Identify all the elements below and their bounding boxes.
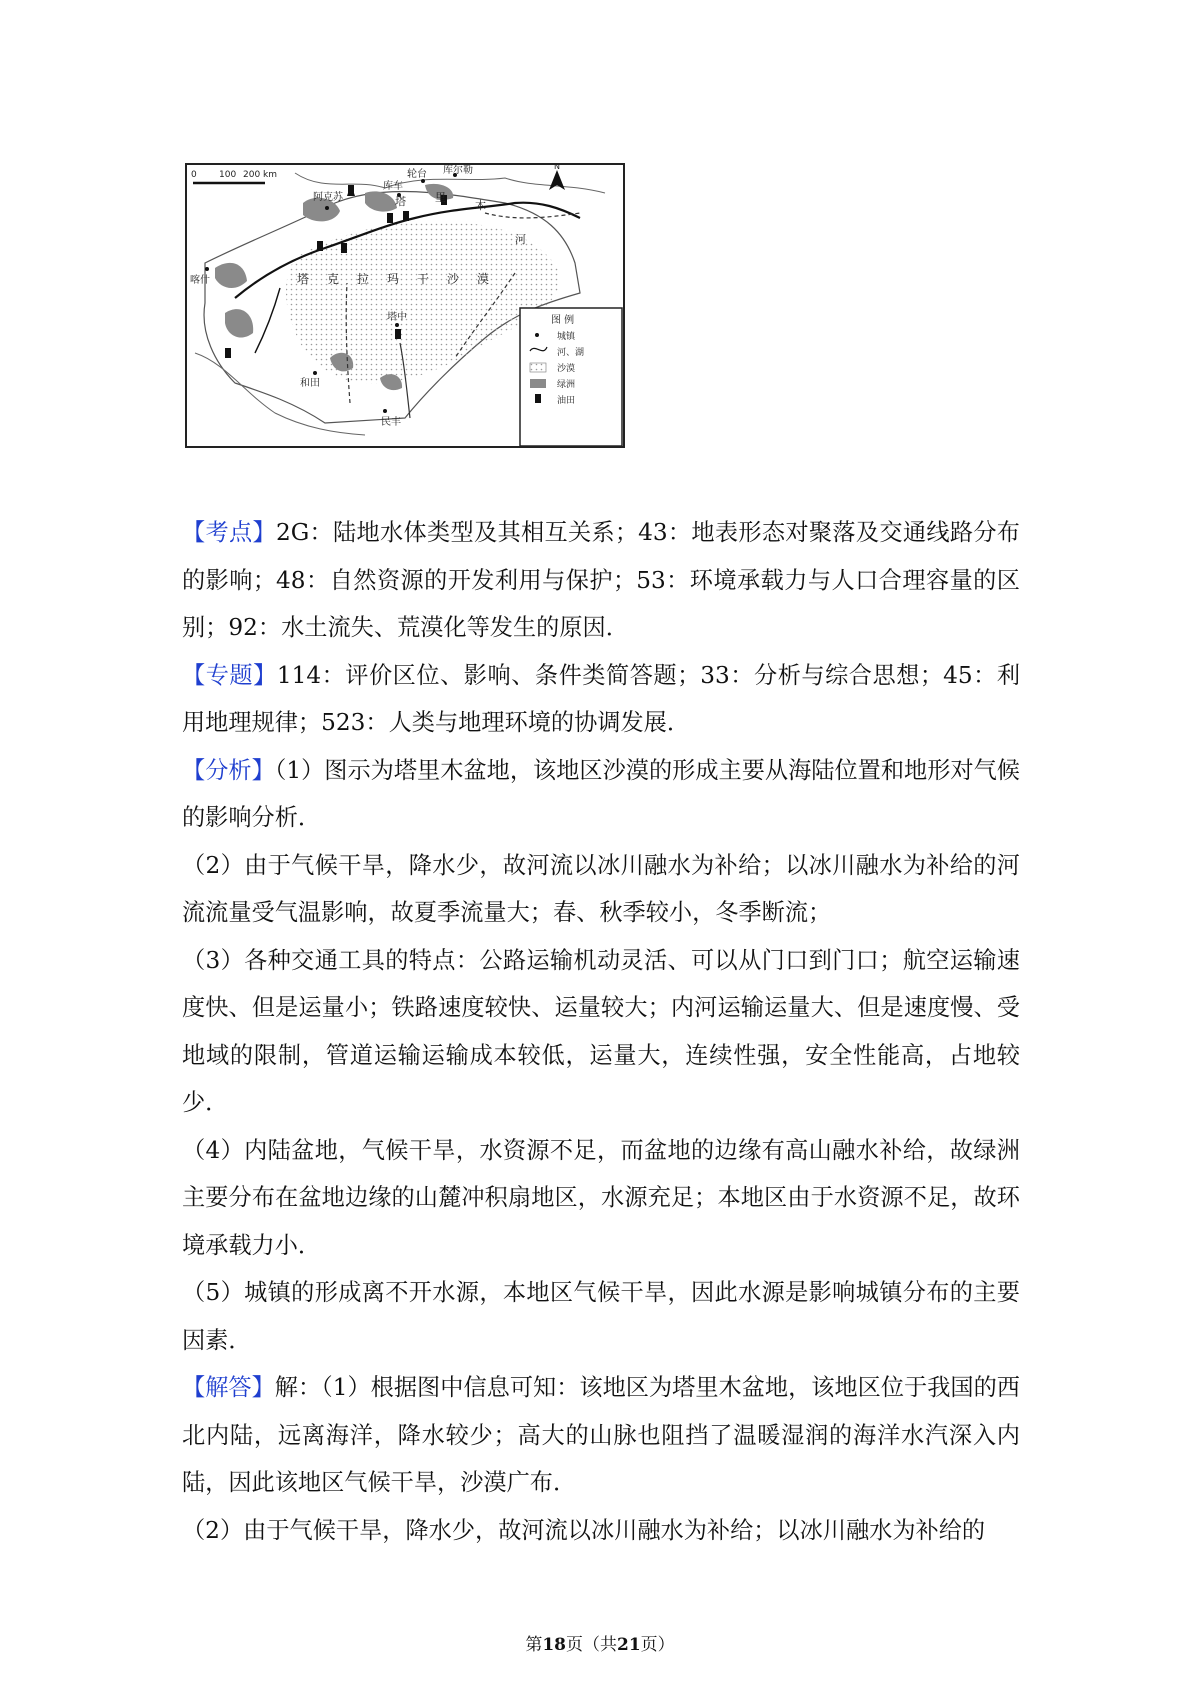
legend-item-oasis: 绿洲 [557, 380, 576, 390]
footer-page-number: 18 [542, 1635, 566, 1655]
river-char-3: 木 [475, 199, 486, 212]
jieda-text: 解：（1）根据图中信息可知：该地区为塔里木盆地，该地区位于我国的西北内陆，远离海洋，降水较少；高大的山脉也阻挡了温暖湿润的海洋水汽深入内陆，因此该地区气候干旱，沙漠广布． [182, 1374, 1020, 1496]
kaodian-tag: 【考点】 [182, 519, 276, 546]
legend-item-desert: 沙漠 [557, 364, 576, 374]
legend-item-oilfield: 油田 [557, 396, 576, 406]
desert-char-2: 克 [327, 272, 340, 286]
legend-item-town: 城镇 [557, 332, 576, 342]
north-label: N [554, 163, 560, 171]
city-luntai: 轮台 [407, 169, 427, 180]
desert-char-5: 干 [417, 272, 430, 286]
city-aksu: 阿克苏 [313, 192, 343, 203]
river-char-2: 里 [435, 191, 446, 204]
desert-char-3: 拉 [357, 272, 370, 286]
legend-title: 图 例 [551, 315, 575, 326]
analysis-point-2: （2）由于气候干旱，降水少，故河流以冰川融水为补给；以冰川融水为补给的河流流量受气温影响，故夏季流量大；春、秋季较小，冬季断流； [182, 851, 1020, 926]
analysis-point-4: （4）内陆盆地，气候干旱，水资源不足，而盆地的边缘有高山融水补给，故绿洲主要分布在盆地边缘的山麓冲积扇地区，水源充足；本地区由于水资源不足，故环境承载力小． [182, 1136, 1020, 1259]
zhuanti-paragraph [182, 652, 1020, 747]
jieda-tag: 【解答】 [182, 1374, 275, 1401]
kaodian-text: 2G：陆地水体类型及其相互关系；43：地表形态对聚落及交通线路分布的影响；48：自然资源的开发利用与保护；53：环境承载力与人口合理容量的区别；92：水土流失、荒漠化等发生的原因． [182, 519, 1020, 641]
city-tazhong: 塔中 [387, 312, 407, 323]
river-char-4: 河 [515, 233, 526, 246]
fenxi-tag: 【分析】 [182, 756, 275, 784]
city-kashgar: 喀什 [190, 275, 210, 286]
map-legend [520, 308, 622, 446]
fenxi-paragraph [182, 747, 1020, 842]
zhuanti-text: 114：评价区位、影响、条件类简答题；33：分析与综合思想；45：利用地理规律；523：人类与地理环境的协调发展． [182, 661, 1021, 736]
desert-char-6: 沙 [447, 272, 460, 286]
city-kuqa: 库车 [383, 181, 403, 192]
scale-label-100: 100 [219, 170, 237, 180]
jieda-paragraph [182, 1364, 1020, 1507]
legend-item-river-lake: 河、湖 [557, 348, 585, 358]
city-korla: 库尔勒 [443, 165, 473, 176]
desert-char-1: 塔 [297, 272, 310, 286]
footer-prefix: 第 [525, 1635, 543, 1655]
desert-char-7: 漠 [477, 272, 490, 286]
analysis-point-5: （5）城镇的形成离不开水源，本地区气候干旱，因此水源是影响城镇分布的主要因素． [182, 1279, 1020, 1354]
answer-point-2: （2）由于气候干旱，降水少，故河流以冰川融水为补给；以冰川融水为补给的 [182, 1516, 986, 1544]
zhuanti-tag: 【专题】 [182, 661, 277, 689]
analysis-point-3: （3）各种交通工具的特点：公路运输机动灵活、可以从门口到门口；航空运输速度快、但是运量小；铁路速度较快、运量较大；内河运输运量大、但是速度慢、受地域的限制，管道运输运输成本较低，运量大，连续性强，安全性能高，占地较少． [182, 946, 1020, 1116]
fenxi-text: （1）图示为塔里木盆地，该地区沙漠的形成主要从海陆位置和地形对气候的影响分析． [182, 756, 1020, 831]
footer-total-pages: 21 [617, 1635, 641, 1655]
river-char-1: 塔 [395, 195, 406, 208]
answer-analysis-body [182, 509, 1020, 1554]
desert-char-4: 玛 [387, 272, 400, 286]
scale-label-200: 200 km [243, 170, 278, 180]
footer-middle: 页（共 [566, 1635, 617, 1655]
city-minfeng: 民丰 [381, 417, 401, 428]
tarim-basin-map [185, 163, 625, 448]
city-hotan: 和田 [300, 378, 320, 389]
kaodian-paragraph [182, 509, 1020, 652]
page-footer [0, 1630, 1200, 1655]
scale-label-0: 0 [191, 170, 197, 180]
footer-suffix: 页） [640, 1635, 675, 1655]
